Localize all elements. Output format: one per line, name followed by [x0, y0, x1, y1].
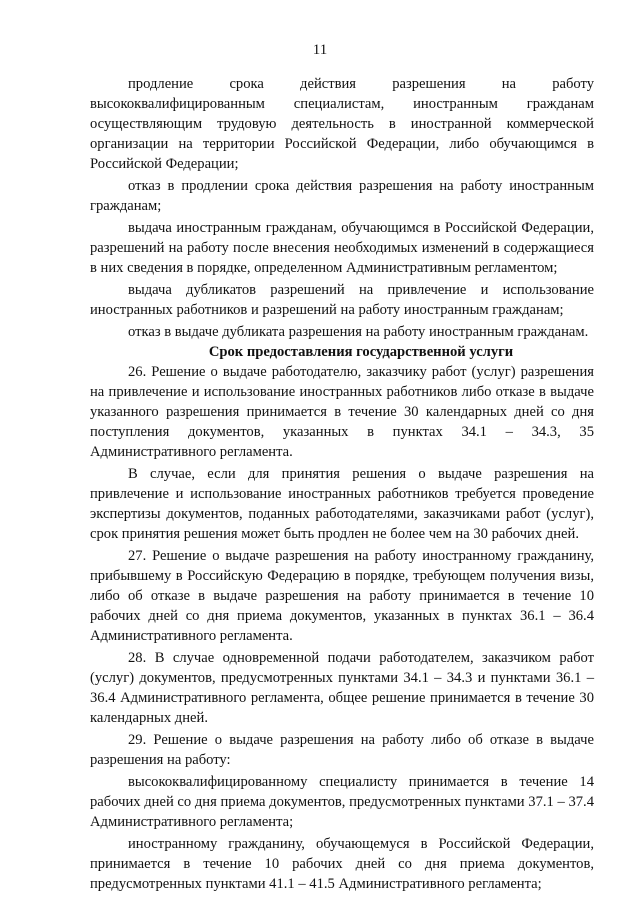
paragraph: продление срока действия разрешения на работу высококвалифицированным специалистам, иностранным гражданам осуществляющим трудовую деятельность в иностранной коммерческой организации на территории Российской Федерации, либо обучающимся в Российской Федерации;	[90, 76, 594, 172]
section-title: Срок предоставления государственной услуги	[208, 344, 514, 360]
paragraph: иностранному гражданину, обучающемуся в Российской Федерации, принимается в течение 10 рабочих дней со дня приема документов, предусмотренных пунктами 41.1 – 41.5 Административного регламента;	[90, 836, 594, 892]
paragraph: выдача иностранным гражданам, обучающимся в Российской Федерации, разрешений на работу после внесения необходимых изменений в содержащиеся в них сведения в порядке, определенном Административным регламентом;	[90, 220, 594, 276]
paragraph: 29. Решение о выдаче разрешения на работу либо об отказе в выдаче разрешения на работу:	[90, 732, 594, 768]
paragraph: 27. Решение о выдаче разрешения на работу иностранному гражданину, прибывшему в Российскую Федерацию в порядке, требующем получения визы, либо об отказе в выдаче разрешения на работу принимается в течение 10 рабочих дней со дня приема документов, указанных в пунктах 36.1 – 36.4 Административного регламента.	[90, 548, 594, 644]
paragraph: высококвалифицированному специалисту принимается в течение 14 рабочих дней со дня приема документов, предусмотренных пунктами 37.1 – 37.4 Административного регламента;	[90, 774, 594, 830]
paragraph: отказ в продлении срока действия разрешения на работу иностранным гражданам;	[90, 178, 594, 214]
paragraph: 28. В случае одновременной подачи работодателем, заказчиком работ (услуг) документов, предусмотренных пунктами 34.1 – 34.3 и пунктами 36.1 – 36.4 Административного регламента, общее решение принимается в течение 30 календарных дней.	[90, 650, 594, 726]
page-number: 11	[312, 42, 328, 58]
paragraph: 26. Решение о выдаче работодателю, заказчику работ (услуг) разрешения на привлечение и использование иностранных работников либо отказе в выдаче указанного разрешения принимается в течение 30 календарных дней со дня поступления документов, указанных в пунктах 34.1 – 34.3, 35 Административного регламента.	[90, 364, 594, 460]
paragraph: выдача дубликатов разрешений на привлечение и использование иностранных работников и разрешений на работу иностранным гражданам;	[90, 282, 594, 318]
paragraph: отказ в выдаче дубликата разрешения на работу иностранным гражданам.	[128, 324, 589, 340]
paragraph: В случае, если для принятия решения о выдаче разрешения на привлечение и использование иностранных работников требуется проведение экспертизы документов, поданных работодателями, заказчиками работ (услуг), срок принятия решения может быть продлен не более чем на 30 рабочих дней.	[90, 466, 594, 542]
document-body	[90, 74, 594, 894]
